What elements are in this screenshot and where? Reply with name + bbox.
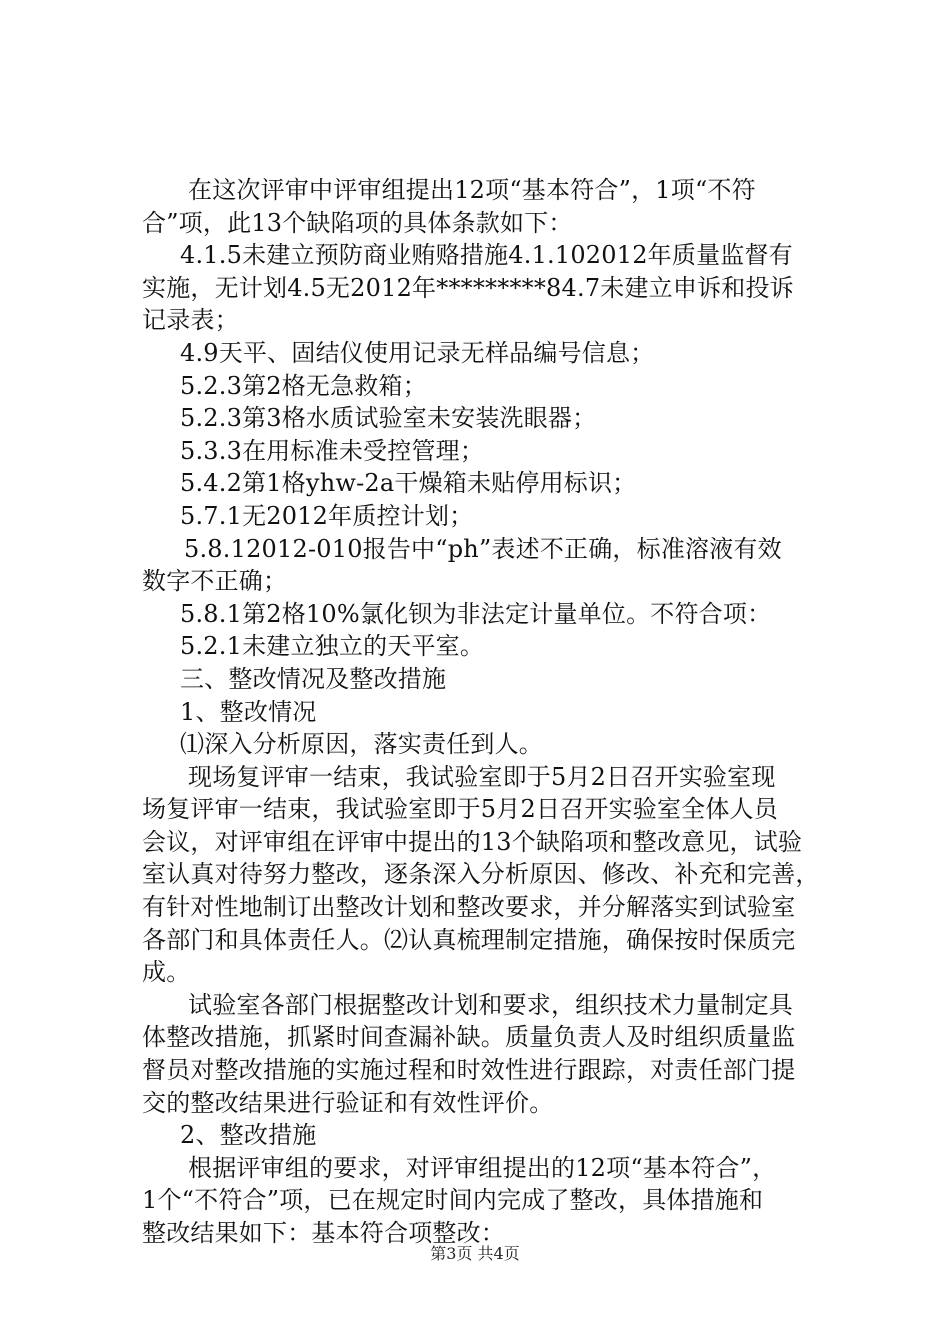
paragraph-line: 成。 [142, 958, 191, 987]
paragraph-line: 4.1.5未建立预防商业贿赂措施4.1.102012年质量监督有 [180, 241, 793, 270]
paragraph-line: 有针对性地制订出整改计划和整改要求，并分解落实到试验室 [142, 893, 796, 922]
paragraph-line: 场复评审一结束，我试验室即于5月2日召开实验室全体人员 [142, 795, 778, 824]
paragraph-line: 体整改措施，抓紧时间查漏补缺。质量负责人及时组织质量监 [142, 1023, 796, 1052]
paragraph-line: 整改结果如下：基本符合项整改： [142, 1219, 505, 1247]
paragraph-line: 会议，对评审组在评审中提出的13个缺陷项和整改意见，试验 [142, 827, 803, 856]
paragraph-line: 交的整改结果进行验证和有效性评价。 [142, 1088, 554, 1117]
page-number: 第3页 共4页 [430, 1244, 520, 1263]
paragraph-line: 实施，无计划4.5无2012年*********84.7未建立申诉和投诉 [142, 273, 794, 302]
paragraph-line: 5.8.1第2格10%氯化钡为非法定计量单位。不符合项： [180, 599, 772, 628]
paragraph-line: 1个“不符合”项，已在规定时间内完成了整改，具体措施和 [142, 1186, 764, 1215]
document-body [142, 174, 832, 1250]
paragraph-line: 现场复评审一结束，我试验室即于5月2日召开实验室现 [188, 762, 776, 791]
paragraph-line: 5.4.2第1格yhw-2a干燥箱未贴停用标识； [180, 469, 637, 498]
paragraph-line: 5.2.3第3格水质试验室未安装洗眼器； [180, 404, 597, 433]
paragraph-line: 根据评审组的要求，对评审组提出的12项“基本符合”， [188, 1153, 777, 1182]
paragraph-line: 在这次评审中评审组提出12项“基本符合”，1项“不符 [188, 176, 756, 204]
paragraph-line: 各部门和具体责任人。⑵认真梳理制定措施，确保按时保质完 [142, 925, 796, 954]
paragraph-line: 合”项，此13个缺陷项的具体条款如下： [142, 208, 573, 237]
paragraph-line: 5.2.3第2格无急救箱； [180, 371, 427, 400]
paragraph-line: 5.2.1未建立独立的天平室。 [180, 632, 485, 661]
paragraph-line: 记录表； [142, 306, 239, 335]
paragraph-line: 4.9天平、固结仪使用记录无样品编号信息； [180, 338, 655, 367]
paragraph-line: 5.3.3在用标准未受控管理； [180, 436, 485, 465]
paragraph-line: 试验室各部门根据整改计划和要求，组织技术力量制定具 [188, 990, 793, 1019]
paragraph-line: 5.8.12012-010报告中“ph”表述不正确，标准溶液有效 [184, 534, 782, 563]
paragraph-line: 室认真对待努力整改，逐条深入分析原因、修改、补充和完善， [142, 860, 820, 889]
subsection-heading: 2、整改措施 [180, 1121, 317, 1150]
subsection-heading: 1、整改情况 [180, 697, 317, 726]
page-footer [0, 1244, 950, 1264]
paragraph-line: 数字不正确； [142, 567, 288, 596]
paragraph-line: 5.7.1无2012年质控计划； [180, 501, 474, 530]
paragraph-line: ⑴深入分析原因，落实责任到人。 [180, 730, 543, 759]
section-heading: 三、整改情况及整改措施 [180, 664, 447, 693]
paragraph-line: 督员对整改措施的实施过程和时效性进行跟踪，对责任部门提 [142, 1056, 796, 1085]
